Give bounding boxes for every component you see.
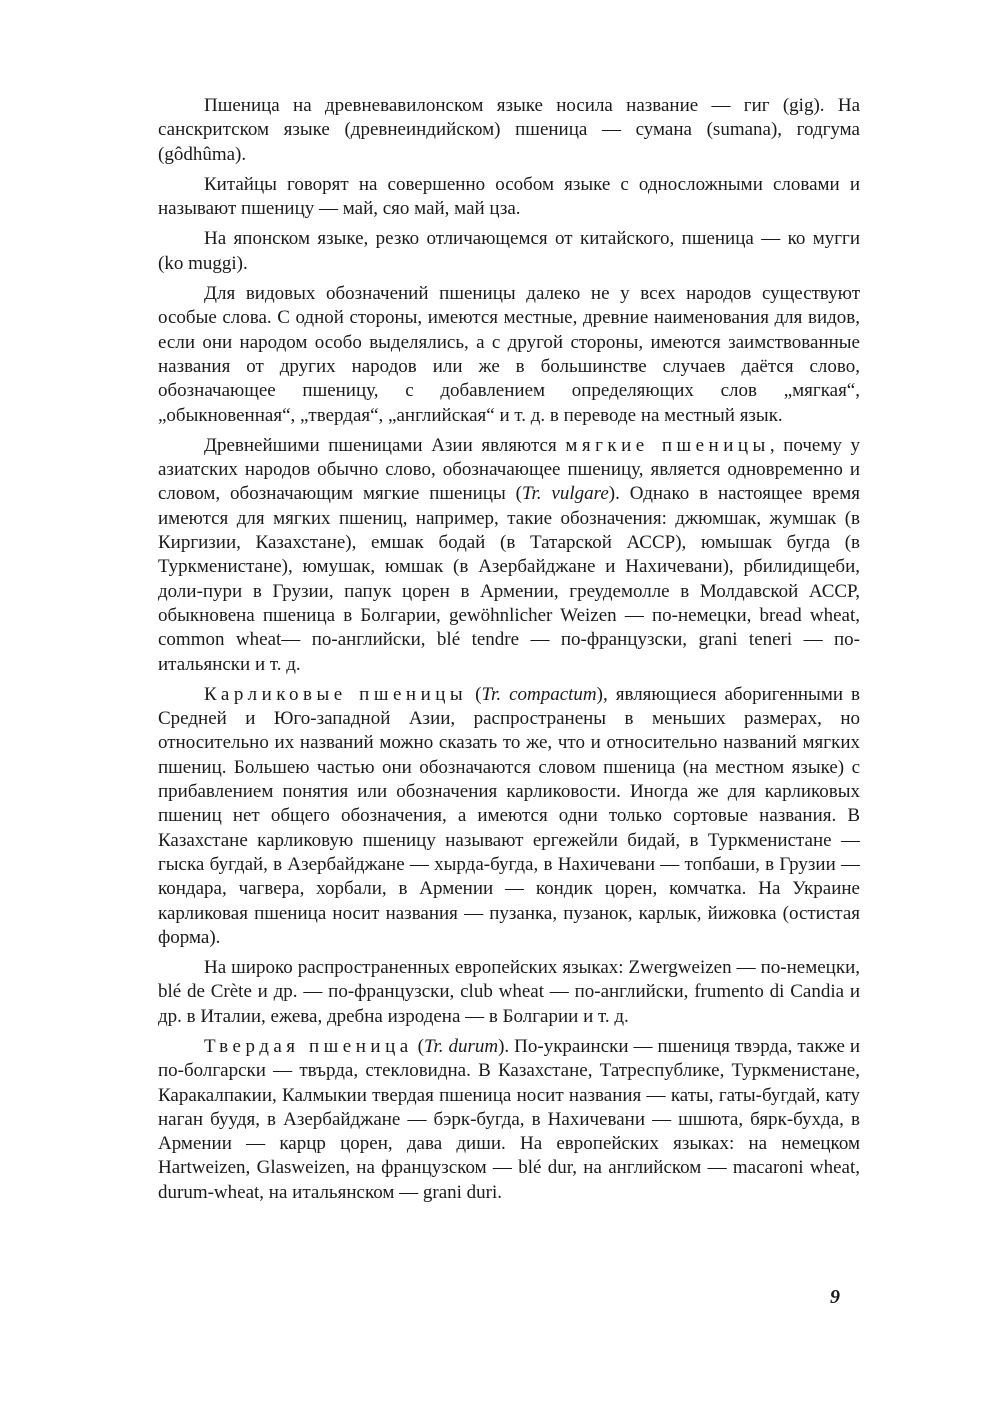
latin-name-vulgare: Tr. vulgare [521,483,609,505]
paragraph-text: На японском языке, резко отличающемся от китайского, пшеница — ко мугги (ko muggi). [158,228,860,274]
latin-name-durum: Tr. durum [423,1035,499,1057]
paragraph-text: ). По-украински — пшениця твэрда, также и по-болгарски — твърда, стекловидна. В Казахстане, Татреспублике, Туркменистане, Каракалпакии, Калмыкии твердая пшеница носит названия — каты, гаты-бугдай, кату наган буудя, в Азербайджане — бэрк-бугда, в Нахичевани — шшюта, бярк-бухда, в Армении — карцр цорен, дава диши. На европейских языках: на немецком Hartweizen, Glasweizen, на французском — blé dur, на английском — macaroni wheat, durum-wheat, на итальянском — grani duri. [158,1035,861,1203]
term-durum-wheat: Твердая пшеница [204,1035,413,1057]
paragraph-text: Древнейшими пшеницами Азии являются [204,434,566,456]
term-dwarf-wheat: Карликовые пшеницы [204,683,468,705]
paragraph-text: , почему у азиатских народов обычно слово, обозначающее пшеницу, является одновременно и словом, обозначающим мягкие пшеницы ( [158,434,860,505]
paragraph-text: Пшеница на древневавилонском языке носила название — гиг (gig). На санскритском языке (древнеиндийском) пшеница — сумана (sumana), годгума (gôdhûma). [158,95,860,165]
paragraph-dwarf-wheat [158,683,860,950]
paragraph-text: Китайцы говорят на совершенно особом языке с односложными словами и называют пшеницу — май, сяо май, май цза. [158,173,860,220]
term-soft-wheat: мягкие пшеницы [565,434,770,456]
paragraph-durum-wheat [158,1035,860,1205]
paragraph-text: ), являющиеся аборигенными в Средней и Юго-западной Азии, распространены в меньших размерах, но относительно их названий можно сказать то же, что и относительно названий мягких пшениц. Большею частью они обозначаются словом пшеница (на местном языке) с прибавлением понятия или обозначения карликовости. Иногда же для карликовых пшениц нет общего обозначения, а имеются одни только сортовые названия. В Казахстане карликовую пшеницу называют ергежейли бидай, в Туркменистане — гыска бугдай, в Азербайджане — хырда-бугда, в Нахичевани — топбаши, в Грузии — кондара, чагвера, хорбали, в Армении — кондик цорен, комчатка. На Украине карликовая пшеница носит названия — пузанка, пузанок, карлык, йижовка (остистая форма). [158,683,860,948]
paragraph-text: Для видовых обозначений пшеницы далеко не у всех народов существуют особые слова. С одной стороны, имеются местные, древние наименования для видов, если они народом особо выделялись, а с другой стороны, имеются заимствованные названия от других народов или же в большинстве случаев даётся слово, обозначающее пшеницу, с добавлением определяющих слов „мягкая“, „обыкновенная“, „твердая“, „английская“ и т. д. в переводе на местный язык. [158,283,860,426]
paragraph-european-names [158,956,860,1029]
paragraph-chinese [158,173,860,222]
paragraph-text: ( [467,683,482,705]
latin-name-compactum: Tr. compactum [481,683,597,705]
paragraph-text: ( [412,1035,424,1057]
page-number: 9 [830,1286,840,1308]
paragraph-japanese [158,227,860,276]
paragraph-babylonian-sanskrit [158,94,860,167]
paragraph-species-names [158,282,860,428]
paragraph-text: ). Однако в настоящее время имеются для мягких пшениц, например, такие обозначения: джюмшак, жумшак (в Киргизии, Казахстане), емшак бодай (в Татарской АССР), юмышак бугда (в Туркменистане), юмушак, юмшак (в Азербайджане и Нахичевани), рбилидищеби, доли-пури в Грузии, папук цорен в Армении, греудемолле в Молдавской АССР, обыкновена пшеница в Болгарии, gewöhnlicher Weizen — по-немецки, bread wheat, common wheat— по-английски, blé tendre — по-французски, grani teneri — по-итальянски и т. д. [158,483,860,675]
paragraph-text: На широко распространенных европейских языках: Zwergweizen — по-немецки, blé de Crète и др. — по-французски, club wheat — по-английски, frumento di Candia и др. в Италии, ежева, дребна изродена — в Болгарии и т. д. [158,957,860,1027]
paragraph-soft-wheat [158,434,860,677]
